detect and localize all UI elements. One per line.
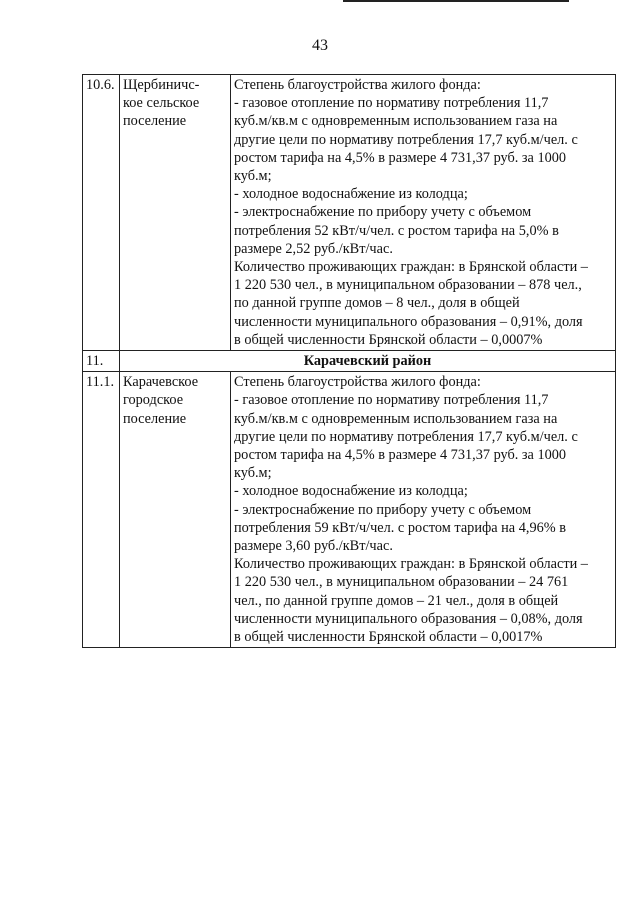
table-row-10-6 [83,75,616,351]
description-line: куб.м/кв.м с одновременным использованием газа на [234,410,558,427]
settlement-name-line: городское [123,392,184,409]
description-line: - электроснабжение по прибору учету с объемом [234,501,532,518]
settlement-name [120,75,231,351]
settlement-description [231,372,616,648]
settlement-name-line: Щербиничс- [123,77,200,93]
description-line: в общей численности Брянской области – 0,0017% [234,629,543,646]
description-line: численности муниципального образования – 0,08%, доля [234,610,583,627]
description-line: размере 2,52 руб./кВт/час. [234,240,393,257]
settlements-table [82,74,616,648]
description-line: потребления 59 кВт/ч/чел. с ростом тарифа на 4,96% в [234,519,566,536]
description-line: 1 220 530 чел., в муниципальном образовании – 24 761 [234,574,569,591]
table-row-region [83,351,616,372]
description-line: численности муниципального образования – 0,91%, доля [234,313,583,330]
header-rule [343,0,569,2]
table-row-11-1 [83,372,616,648]
settlement-name [120,372,231,648]
settlement-name-line: Карачевское [123,374,199,391]
description-line: ростом тарифа на 4,5% в размере 4 731,37 руб. за 1000 [234,447,567,464]
description-line: - газовое отопление по нормативу потребления 11,7 [234,95,549,112]
settlement-name-line: поселение [123,410,187,427]
row-number: 11.1. [83,372,120,648]
description-line: куб.м/кв.м с одновременным использованием газа на [234,113,558,130]
settlement-name-line: кое сельское [123,95,200,112]
description-line: размере 3,60 руб./кВт/час. [234,538,393,555]
description-line: куб.м; [234,168,272,185]
description-line: 1 220 530 чел., в муниципальном образовании – 878 чел., [234,277,582,294]
description-line: чел., по данной группе домов – 21 чел., доля в общей [234,592,559,609]
settlement-description [231,75,616,351]
description-line: другие цели по нормативу потребления 17,7 куб.м/чел. с [234,131,578,148]
description-line: по данной группе домов – 8 чел., доля в общей [234,295,520,312]
row-number: 10.6. [83,75,120,351]
description-line: - холодное водоснабжение из колодца; [234,483,468,500]
description-line: Количество проживающих граждан: в Брянской области – [234,556,588,573]
page-number: 43 [312,37,328,54]
description-line: другие цели по нормативу потребления 17,7 куб.м/чел. с [234,428,578,445]
description-line: потребления 52 кВт/ч/чел. с ростом тарифа на 5,0% в [234,222,559,239]
description-line: ростом тарифа на 4,5% в размере 4 731,37 руб. за 1000 [234,149,567,166]
settlement-name-line: поселение [123,113,187,130]
description-line: Количество проживающих граждан: в Брянской области – [234,259,588,276]
row-number: 11. [83,351,120,372]
description-line: куб.м; [234,465,272,482]
description-line: - электроснабжение по прибору учету с объемом [234,204,532,221]
description-line: - холодное водоснабжение из колодца; [234,186,468,203]
description-line: в общей численности Брянской области – 0,0007% [234,331,543,348]
description-line: - газовое отопление по нормативу потребления 11,7 [234,392,549,409]
description-line: Степень благоустройства жилого фонда: [234,374,481,391]
description-line: Степень благоустройства жилого фонда: [234,77,481,93]
region-title: Карачевский район [120,351,616,372]
